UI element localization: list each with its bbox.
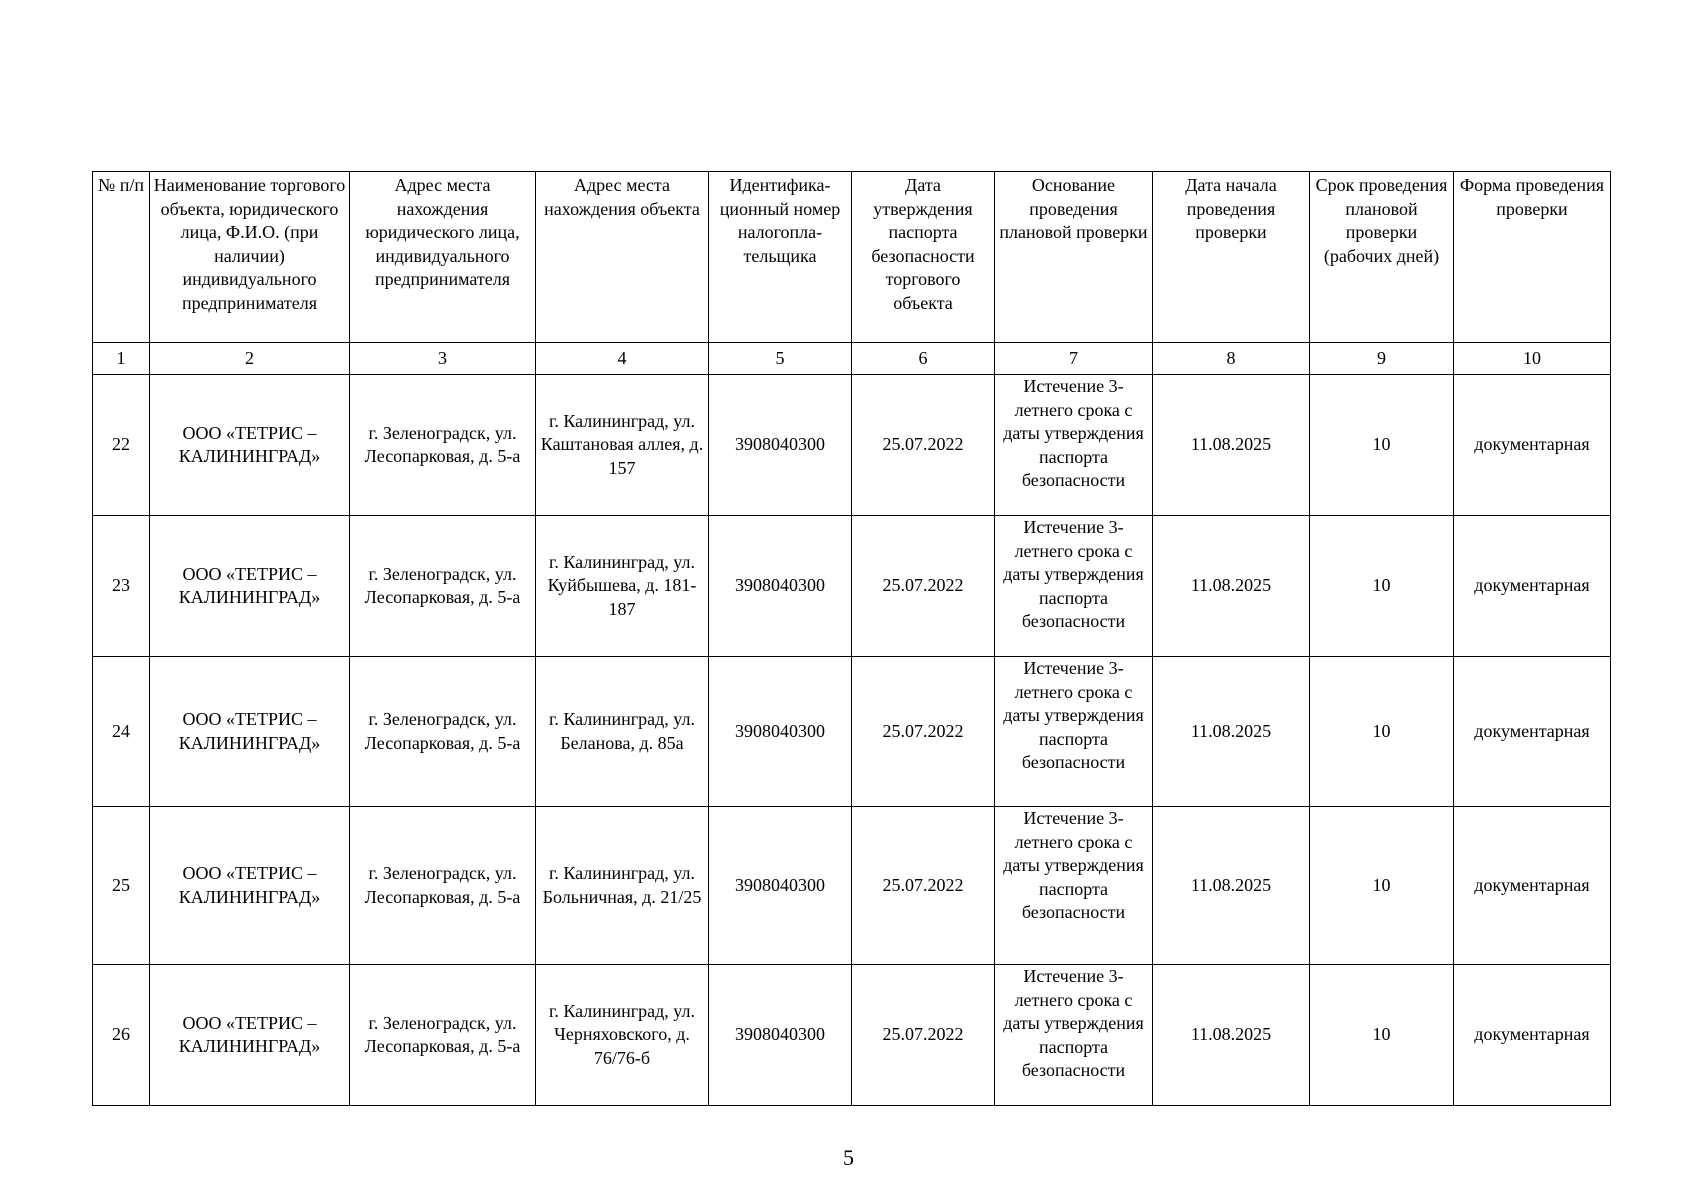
cell-basis: Истечение 3-летнего срока с даты утверждения паспорта безопасности xyxy=(995,807,1153,965)
cell-passport-date: 25.07.2022 xyxy=(852,375,995,516)
cell-form: документарная xyxy=(1454,807,1611,965)
header-cell-passport-date: Дата утверждения паспорта безопасности торгового объекта xyxy=(852,172,995,343)
column-number: 5 xyxy=(709,343,852,375)
cell-legal-address: г. Зеленоградск, ул. Лесопарковая, д. 5-а xyxy=(350,807,536,965)
cell-duration: 10 xyxy=(1310,807,1454,965)
table-row xyxy=(93,965,1611,1106)
column-number: 3 xyxy=(350,343,536,375)
cell-legal-address: г. Зеленоградск, ул. Лесопарковая, д. 5-а xyxy=(350,657,536,807)
cell-passport-date: 25.07.2022 xyxy=(852,965,995,1106)
column-number: 7 xyxy=(995,343,1153,375)
cell-inn: 3908040300 xyxy=(709,657,852,807)
cell-start-date: 11.08.2025 xyxy=(1153,657,1310,807)
cell-basis: Истечение 3-летнего срока с даты утверждения паспорта безопасности xyxy=(995,965,1153,1106)
cell-num: 26 xyxy=(93,965,150,1106)
cell-name: ООО «ТЕТРИС – КАЛИНИНГРАД» xyxy=(150,516,350,657)
cell-inn: 3908040300 xyxy=(709,807,852,965)
table-row xyxy=(93,375,1611,516)
header-cell-form: Форма проведения проверки xyxy=(1454,172,1611,343)
cell-object-address: г. Калининград, ул. Куйбышева, д. 181-187 xyxy=(536,516,709,657)
header-cell-start-date: Дата начала проведения проверки xyxy=(1153,172,1310,343)
cell-passport-date: 25.07.2022 xyxy=(852,657,995,807)
cell-passport-date: 25.07.2022 xyxy=(852,807,995,965)
cell-object-address: г. Калининград, ул. Беланова, д. 85а xyxy=(536,657,709,807)
header-row xyxy=(93,172,1611,343)
cell-basis: Истечение 3-летнего срока с даты утверждения паспорта безопасности xyxy=(995,657,1153,807)
table-row xyxy=(93,657,1611,807)
column-number: 8 xyxy=(1153,343,1310,375)
cell-name: ООО «ТЕТРИС – КАЛИНИНГРАД» xyxy=(150,657,350,807)
column-number: 10 xyxy=(1454,343,1611,375)
cell-name: ООО «ТЕТРИС – КАЛИНИНГРАД» xyxy=(150,375,350,516)
cell-duration: 10 xyxy=(1310,965,1454,1106)
cell-object-address: г. Калининград, ул. Каштановая аллея, д. 157 xyxy=(536,375,709,516)
header-cell-legal-address: Адрес места нахождения юридического лица, индивидуального предпринимателя xyxy=(350,172,536,343)
column-number: 4 xyxy=(536,343,709,375)
cell-start-date: 11.08.2025 xyxy=(1153,516,1310,657)
header-cell-object-address: Адрес места нахождения объекта xyxy=(536,172,709,343)
cell-legal-address: г. Зеленоградск, ул. Лесопарковая, д. 5-а xyxy=(350,965,536,1106)
cell-duration: 10 xyxy=(1310,516,1454,657)
cell-name: ООО «ТЕТРИС – КАЛИНИНГРАД» xyxy=(150,965,350,1106)
header-cell-num: № п/п xyxy=(93,172,150,343)
cell-num: 24 xyxy=(93,657,150,807)
cell-inn: 3908040300 xyxy=(709,375,852,516)
cell-basis: Истечение 3-летнего срока с даты утверждения паспорта безопасности xyxy=(995,375,1153,516)
cell-form: документарная xyxy=(1454,965,1611,1106)
cell-legal-address: г. Зеленоградск, ул. Лесопарковая, д. 5-а xyxy=(350,375,536,516)
header-cell-name: Наименование торгового объекта, юридического лица, Ф.И.О. (при наличии) индивидуального предпринимателя xyxy=(150,172,350,343)
cell-object-address: г. Калининград, ул. Больничная, д. 21/25 xyxy=(536,807,709,965)
header-cell-duration: Срок проведения плановой проверки (рабочих дней) xyxy=(1310,172,1454,343)
cell-duration: 10 xyxy=(1310,657,1454,807)
inspection-plan-table xyxy=(92,171,1611,1106)
cell-form: документарная xyxy=(1454,516,1611,657)
cell-object-address: г. Калининград, ул. Черняховского, д. 76/76-б xyxy=(536,965,709,1106)
cell-start-date: 11.08.2025 xyxy=(1153,375,1310,516)
column-number: 2 xyxy=(150,343,350,375)
cell-legal-address: г. Зеленоградск, ул. Лесопарковая, д. 5-а xyxy=(350,516,536,657)
cell-inn: 3908040300 xyxy=(709,965,852,1106)
cell-passport-date: 25.07.2022 xyxy=(852,516,995,657)
page-number: 5 xyxy=(843,1145,854,1170)
cell-duration: 10 xyxy=(1310,375,1454,516)
cell-inn: 3908040300 xyxy=(709,516,852,657)
cell-start-date: 11.08.2025 xyxy=(1153,965,1310,1106)
table-row xyxy=(93,516,1611,657)
cell-num: 23 xyxy=(93,516,150,657)
column-number-row xyxy=(93,343,1611,375)
cell-start-date: 11.08.2025 xyxy=(1153,807,1310,965)
column-number: 6 xyxy=(852,343,995,375)
header-cell-basis: Основание проведения плановой проверки xyxy=(995,172,1153,343)
column-number: 9 xyxy=(1310,343,1454,375)
table-row xyxy=(93,807,1611,965)
cell-form: документарная xyxy=(1454,375,1611,516)
cell-form: документарная xyxy=(1454,657,1611,807)
header-cell-inn: Идентифика-ционный номер налогопла-тельщика xyxy=(709,172,852,343)
cell-num: 22 xyxy=(93,375,150,516)
column-number: 1 xyxy=(93,343,150,375)
cell-num: 25 xyxy=(93,807,150,965)
cell-basis: Истечение 3-летнего срока с даты утверждения паспорта безопасности xyxy=(995,516,1153,657)
cell-name: ООО «ТЕТРИС – КАЛИНИНГРАД» xyxy=(150,807,350,965)
